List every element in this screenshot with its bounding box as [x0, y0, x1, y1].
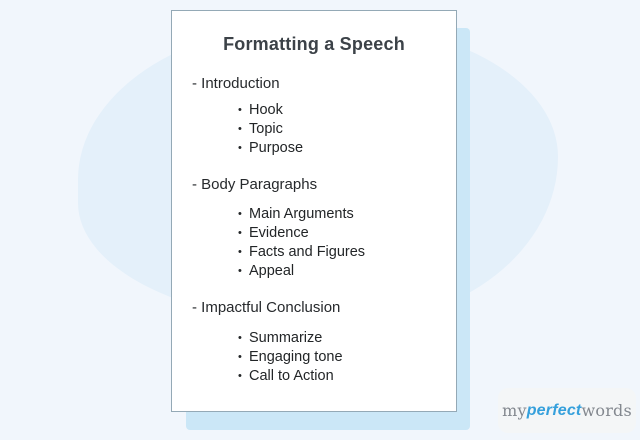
bullet-label: Purpose	[249, 140, 304, 156]
bullet-dot-icon: •	[238, 142, 242, 154]
bullet-list	[172, 205, 456, 281]
bullet-label: Main Arguments	[249, 206, 354, 222]
outline-section	[172, 177, 456, 281]
bullet-dot-icon: •	[238, 227, 242, 239]
brand-badge	[498, 388, 636, 433]
bullet-dot-icon: •	[238, 246, 242, 258]
bullet-item	[238, 348, 456, 367]
section-heading: - Body Paragraphs	[192, 176, 318, 193]
bullet-label: Call to Action	[249, 368, 334, 384]
bullet-item	[238, 101, 456, 120]
bullet-dot-icon: •	[238, 332, 242, 344]
bullet-item	[238, 367, 456, 386]
section-heading: - Impactful Conclusion	[192, 299, 341, 316]
card-title: Formatting a Speech	[223, 34, 405, 54]
bullet-label: Engaging tone	[249, 349, 343, 365]
outline-section	[172, 76, 456, 158]
section-heading: - Introduction	[192, 75, 280, 92]
bullet-label: Facts and Figures	[249, 244, 366, 260]
bullet-list	[172, 101, 456, 158]
outline-card	[171, 10, 457, 412]
bullet-label: Evidence	[249, 225, 309, 241]
logo-text-my: my	[502, 401, 527, 420]
bullet-dot-icon: •	[238, 123, 242, 135]
bullet-item	[238, 139, 456, 158]
bullet-item	[238, 329, 456, 348]
bullet-item	[238, 205, 456, 224]
logo-text-words: words	[581, 401, 632, 420]
bullet-dot-icon: •	[238, 104, 242, 116]
bullet-dot-icon: •	[238, 265, 242, 277]
bullet-dot-icon: •	[238, 208, 242, 220]
bullet-item	[238, 243, 456, 262]
logo-text-perfect: perfect	[526, 401, 582, 419]
bullet-dot-icon: •	[238, 370, 242, 382]
bullet-item	[238, 262, 456, 281]
bullet-label: Summarize	[249, 330, 323, 346]
outline-sections	[172, 76, 456, 386]
outline-section	[172, 300, 456, 386]
bullet-item	[238, 120, 456, 139]
bullet-item	[238, 224, 456, 243]
bullet-label: Appeal	[249, 263, 295, 279]
bullet-label: Topic	[249, 121, 283, 137]
bullet-dot-icon: •	[238, 351, 242, 363]
bullet-list	[172, 329, 456, 386]
bullet-label: Hook	[249, 102, 283, 118]
